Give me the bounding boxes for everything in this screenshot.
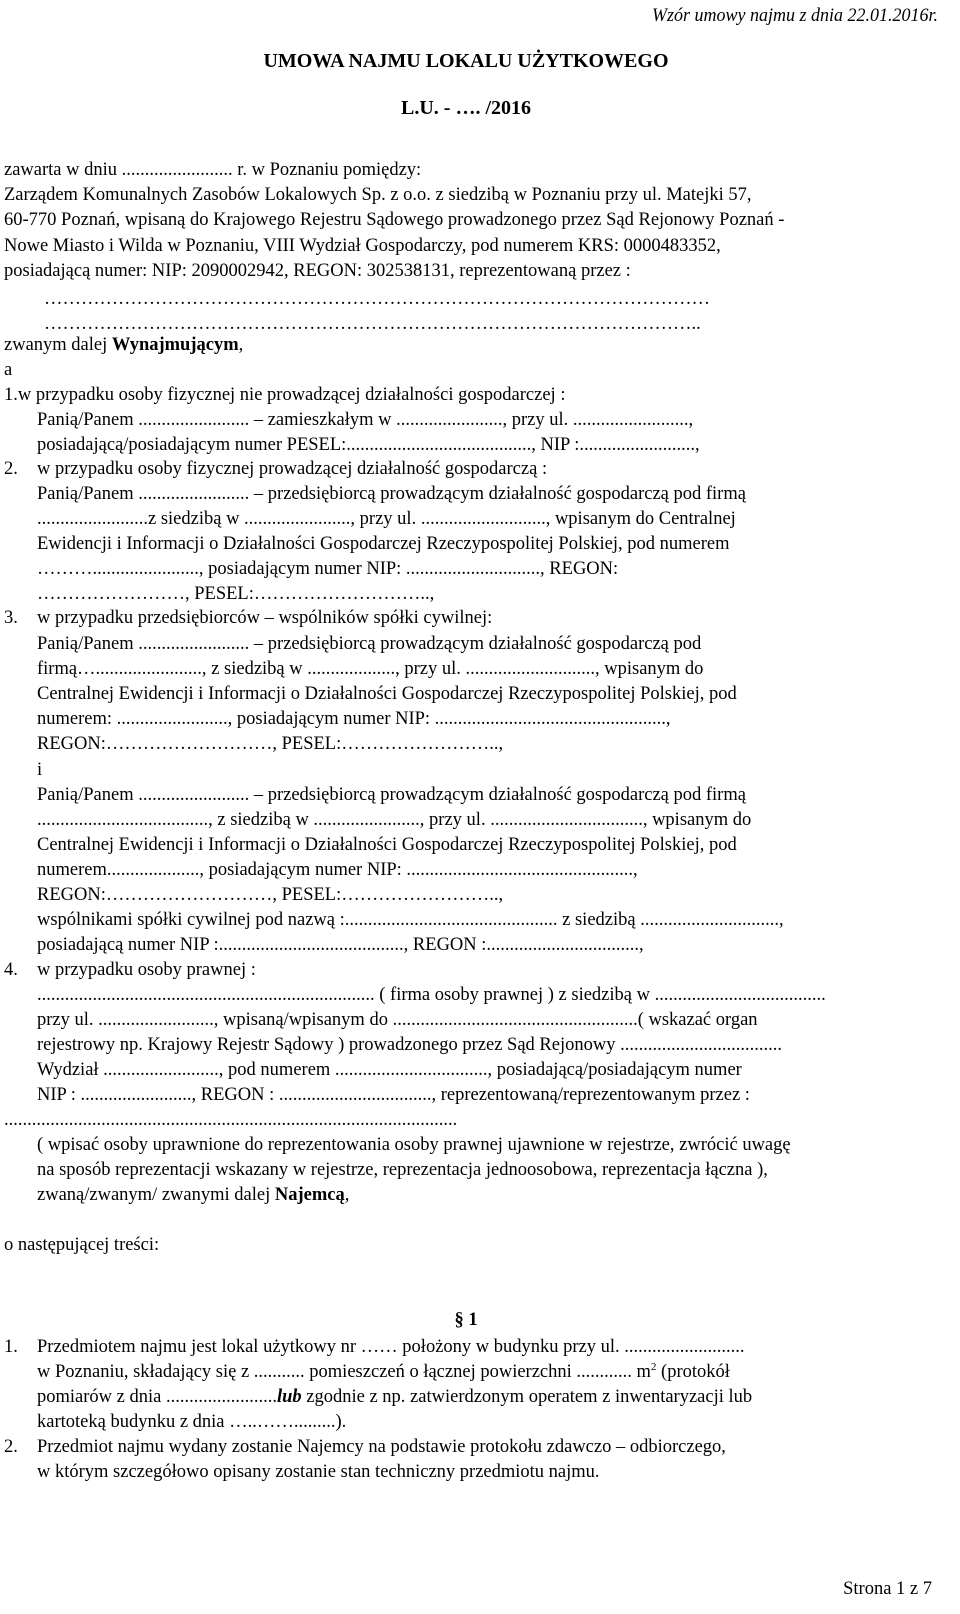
option-3-number: 3.: [4, 608, 18, 628]
option-3-line: Centralnej Ewidencji i Informacji o Działalności Gospodarczej Rzeczypospolitej Polskiej, pod: [37, 835, 737, 855]
option-2-line: ………......................., posiadającym numer NIP: ............................., REGON:: [37, 559, 619, 579]
clause-2-number: 2.: [4, 1437, 18, 1457]
intro-line: 60-770 Poznań, wpisaną do Krajowego Rejestru Sądowego prowadzonego przez Sąd Rejonowy Poznań -: [4, 210, 785, 230]
intro-line: Zarządem Komunalnych Zasobów Lokalowych Sp. z o.o. z siedzibą w Poznaniu przy ul. Matejki 57,: [4, 185, 752, 205]
page-number: Strona 1 z 7: [843, 1579, 932, 1599]
option-4-number: 4.: [4, 960, 18, 980]
option-3-line: REGON:………………………, PESEL:……………………..,: [37, 885, 504, 905]
document-number: L.U. - …. /2016: [401, 97, 531, 119]
option-4-line: Wydział ........................., pod numerem ................................., posiadającą/posiadającym numer: [37, 1060, 742, 1080]
option-4-line: rejestrowy np. Krajowy Rejestr Sądowy ) prowadzonego przez Sąd Rejonowy ...................................: [37, 1035, 782, 1055]
option-4-line: NIP : ........................, REGON : ................................., reprezentowaną/reprezentowanym przez :: [37, 1085, 750, 1105]
intro-line: Nowe Miasto i Wilda w Poznaniu, VIII Wydział Gospodarczy, pod numerem KRS: 0000483352,: [4, 236, 721, 256]
tenant-term: Najemcą: [274, 1185, 345, 1205]
option-3-line: REGON:………………………, PESEL:……………………..,: [37, 734, 504, 754]
option-3-line: firmą…......................., z siedzibą w ..................., przy ul. ............................, wpisanym do: [37, 659, 704, 679]
landlord-term: Wynajmującym: [111, 335, 239, 355]
option-2-line: Panią/Panem ........................ – przedsiębiorcą prowadzącym działalność gospodarczą pod firmą: [37, 484, 746, 504]
option-3-line: ....................................., z siedzibą w ......................., przy ul. ................................., wpisanym do: [37, 810, 752, 830]
option-4-heading: w przypadku osoby prawnej :: [37, 960, 256, 980]
landlord-definition: zwanym dalej Wynajmującym,: [4, 335, 244, 355]
option-3-line: Centralnej Ewidencji i Informacji o Działalności Gospodarczej Rzeczypospolitej Polskiej, pod: [37, 684, 737, 704]
conjunction: a: [4, 360, 13, 380]
representative-blank: ………………………………………………………………………………………………: [44, 289, 710, 309]
option-3-line: wspólnikami spółki cywilnej pod nazwą :.............................................. z siedzibą ..............................,: [37, 910, 784, 930]
option-3-conjunction: i: [37, 760, 43, 780]
option-3-line: posiadającą numer NIP :........................................, REGON :.................................,: [37, 935, 644, 955]
lub-emphasis: lub: [276, 1387, 302, 1407]
option-2-line: Ewidencji i Informacji o Działalności Gospodarczej Rzeczypospolitej Polskiej, pod numerem: [37, 534, 730, 554]
option-3-line: numerem: ........................, posiadającym numer NIP: ..................................................,: [37, 709, 671, 729]
document-title: UMOWA NAJMU LOKALU UŻYTKOWEGO: [263, 50, 669, 72]
intro-line: zawarta w dniu ........................ r. w Poznaniu pomiędzy:: [4, 160, 422, 180]
option-1-line: posiadającą/posiadającym numer PESEL:........................................, NIP :.........................,: [37, 435, 700, 455]
option-3-heading: w przypadku przedsiębiorców – wspólników spółki cywilnej:: [37, 608, 493, 628]
option-4-line: ( wpisać osoby uprawnione do reprezentowania osoby prawnej ujawnione w rejestrze, zwrócić uwagę: [37, 1135, 791, 1155]
content-intro: o następującej treści:: [4, 1235, 160, 1255]
option-4-line: ..................................................................................................: [4, 1110, 458, 1130]
option-2-number: 2.: [4, 459, 18, 479]
clause-2-line: Przedmiot najmu wydany zostanie Najemcy na podstawie protokołu zdawczo – odbiorczego,: [37, 1437, 726, 1457]
clause-1-line: Przedmiotem najmu jest lokal użytkowy nr …… położony w budynku przy ul. ..........................: [37, 1337, 745, 1357]
clause-2-line: w którym szczegółowo opisany zostanie stan techniczny przedmiotu najmu.: [37, 1462, 600, 1482]
option-3-line: Panią/Panem ........................ – przedsiębiorcą prowadzącym działalność gospodarczą pod firmą: [37, 785, 746, 805]
option-4-line: przy ul. ........................., wpisaną/wpisanym do .....................................................( wskazać organ: [37, 1010, 758, 1030]
option-3-line: numerem...................., posiadającym numer NIP: .................................................,: [37, 860, 638, 880]
option-1-heading: 1.w przypadku osoby fizycznej nie prowadzącej działalności gospodarczej :: [4, 385, 566, 405]
tenant-definition: zwaną/zwanym/ zwanymi dalej Najemcą,: [37, 1185, 350, 1205]
clause-1-number: 1.: [4, 1337, 18, 1357]
representative-blank: ……………………………………………………………………………………………..: [44, 314, 701, 334]
clause-1-line: pomiarów z dnia ........................lub zgodnie z np. zatwierdzonym operatem z inwentaryzacji lub: [37, 1387, 753, 1407]
option-4-line: na sposób reprezentacji wskazany w rejestrze, reprezentacja jednoosobowa, reprezentacja łączna ),: [37, 1160, 768, 1180]
section-heading: § 1: [454, 1310, 478, 1330]
clause-1-line: w Poznaniu, składający się z ........... pomieszczeń o łącznej powierzchni ............ $m^2$ (protokół: [37, 1360, 730, 1382]
option-3-line: Panią/Panem ........................ – przedsiębiorcą prowadzącym działalność gospodarczą pod: [37, 634, 702, 654]
option-2-line: ……………………, PESEL:………………………..,: [37, 584, 435, 604]
option-1-line: Panią/Panem ........................ – zamieszkałym w ......................., przy ul. .........................,: [37, 410, 694, 430]
template-date-note: Wzór umowy najmu z dnia 22.01.2016r.: [652, 6, 938, 26]
superscript: 2: [650, 1360, 657, 1373]
clause-1-line: kartoteką budynku z dnia …..…….........).: [37, 1412, 347, 1432]
option-2-line: ........................z siedzibą w ......................., przy ul. ..........................., wpisanym do Centralnej: [37, 509, 736, 529]
option-2-heading: w przypadku osoby fizycznej prowadzącej działalność gospodarczą :: [37, 459, 548, 479]
intro-line: posiadającą numer: NIP: 2090002942, REGON: 302538131, reprezentowaną przez :: [4, 261, 631, 281]
option-4-line: ......................................................................... ( firma osoby prawnej ) z siedzibą w .....................................: [37, 985, 826, 1005]
